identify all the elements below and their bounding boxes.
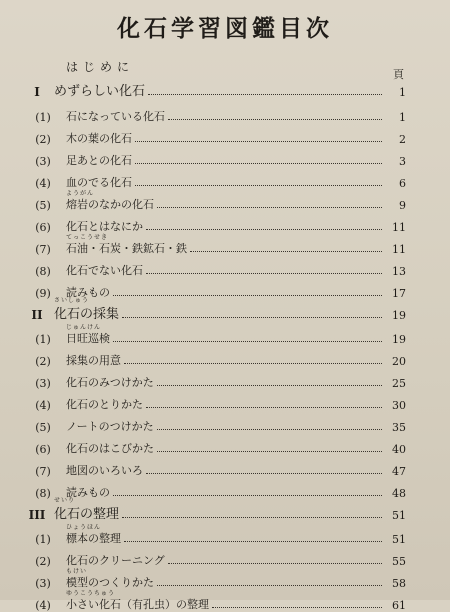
dot-leader — [190, 251, 382, 252]
page-number: 58 — [392, 577, 406, 590]
toc-entry — [20, 524, 406, 546]
entry-number: (3) — [35, 377, 51, 390]
entry-number: (7) — [35, 243, 51, 256]
entry-title: 足あとの化石 — [66, 154, 132, 167]
toc-entry — [20, 368, 406, 390]
page-number: 48 — [392, 487, 406, 500]
page-number: 51 — [392, 509, 406, 522]
page-number: 2 — [399, 133, 406, 146]
toc-section — [20, 77, 406, 99]
toc-entry — [20, 124, 406, 146]
toc-entry — [20, 478, 406, 500]
entry-title: 熔岩のなかの化石 ようがん — [66, 190, 154, 211]
toc-section — [20, 297, 406, 322]
entry-title: 化石のみつけかた — [66, 376, 154, 389]
toc-entry — [20, 346, 406, 368]
entry-number: (1) — [35, 111, 51, 124]
entry-number: (4) — [35, 399, 51, 412]
entry-title: 石になっている化石 — [66, 110, 165, 123]
dot-leader — [122, 517, 382, 518]
toc-entry — [20, 456, 406, 478]
page-number: 19 — [392, 309, 406, 322]
entry-number: (5) — [35, 199, 51, 212]
entry-number: (5) — [35, 421, 51, 434]
furigana: ようがん — [66, 190, 95, 197]
furigana: じゅんけん — [66, 324, 102, 331]
dot-leader — [168, 563, 382, 564]
entry-number: (7) — [35, 465, 51, 478]
dot-leader — [157, 585, 382, 586]
entry-title: 化石のクリーニング — [66, 554, 165, 567]
page-number: 6 — [399, 177, 406, 190]
toc-entry — [20, 434, 406, 456]
entry-title: 木の葉の化石 — [66, 132, 132, 145]
page-number: 35 — [392, 421, 406, 434]
page-number: 55 — [392, 555, 406, 568]
entry-title: 地図のいろいろ — [66, 464, 143, 477]
toc-entry — [20, 212, 406, 234]
toc-entry — [20, 234, 406, 256]
entry-title: 化石のとりかた — [66, 398, 143, 411]
furigana: ゆうこうちゅう — [66, 590, 116, 597]
dot-leader — [135, 141, 382, 142]
entry-title: 読みもの — [66, 486, 110, 499]
entry-number: (8) — [35, 265, 51, 278]
dot-leader — [124, 363, 382, 364]
furigana: てっこうせき — [66, 234, 109, 241]
toc-section — [20, 497, 406, 522]
page-number: 20 — [392, 355, 406, 368]
dot-leader — [157, 385, 382, 386]
entry-number: (8) — [35, 487, 51, 500]
entry-number: (3) — [35, 155, 51, 168]
toc-entry — [20, 590, 406, 612]
dot-leader — [157, 207, 382, 208]
entry-title: 模型のつくりかた もけい — [66, 568, 154, 589]
page-number: 25 — [392, 377, 406, 390]
dot-leader — [135, 185, 382, 186]
toc-entry — [20, 102, 406, 124]
entry-number: (4) — [35, 599, 51, 612]
page-number: 11 — [392, 243, 406, 256]
furigana: ひょうほん — [66, 524, 102, 531]
toc-entry — [20, 568, 406, 590]
toc-entry — [20, 546, 406, 568]
entry-title: 血のでる化石 — [66, 176, 132, 189]
page-number: 19 — [392, 333, 406, 346]
dot-leader — [113, 295, 382, 296]
dot-leader — [122, 317, 382, 318]
toc-entry — [20, 256, 406, 278]
entry-number: (3) — [35, 577, 51, 590]
page-number: 1 — [399, 111, 406, 124]
dot-leader — [146, 473, 382, 474]
entry-number: II — [31, 308, 43, 322]
toc-entry — [20, 390, 406, 412]
entry-number: (9) — [35, 287, 51, 300]
page-number: 3 — [399, 155, 406, 168]
entry-title: 標本の整理 ひょうほん — [66, 524, 121, 545]
entry-title: 化石の採集 さいしゅう — [54, 297, 120, 322]
page-number: 1 — [399, 86, 406, 99]
entry-title: 採集の用意 — [66, 354, 121, 367]
page-number: 9 — [399, 199, 406, 212]
dot-leader — [157, 451, 382, 452]
entry-title: 読みもの — [66, 286, 110, 299]
dot-leader — [135, 163, 382, 164]
page-number: 17 — [392, 287, 406, 300]
entry-title: 日旺巡検 じゅんけん — [66, 324, 110, 345]
dot-leader — [146, 407, 382, 408]
entry-title: 化石でない化石 — [66, 264, 143, 277]
dot-leader — [212, 607, 382, 608]
page-number: 51 — [392, 533, 406, 546]
entry-number: (2) — [35, 555, 51, 568]
dot-leader — [157, 429, 382, 430]
entry-number: (1) — [35, 533, 51, 546]
entry-title: 化石とはなにか — [66, 220, 143, 233]
entry-number: (4) — [35, 177, 51, 190]
dot-leader — [168, 119, 382, 120]
entry-title: ノートのつけかた — [66, 420, 154, 433]
page-title: 化石学習図鑑目次 — [117, 15, 333, 42]
dot-leader — [124, 541, 382, 542]
dot-leader — [113, 495, 382, 496]
entry-number: (6) — [35, 221, 51, 234]
dot-leader — [113, 341, 382, 342]
page-number: 47 — [392, 465, 406, 478]
toc-entry — [20, 412, 406, 434]
entry-number: (2) — [35, 133, 51, 146]
toc-entry — [20, 324, 406, 346]
entry-title: 化石のはこびかた — [66, 442, 154, 455]
entry-title: 小さい化石（有孔虫）の整理 ゆうこうちゅう — [66, 590, 209, 611]
page-number: 11 — [392, 221, 406, 234]
entry-title: めずらしい化石 — [54, 84, 146, 99]
entry-number: III — [28, 508, 46, 522]
furigana: せいり — [54, 497, 76, 504]
entry-number: (6) — [35, 443, 51, 456]
dot-leader — [148, 94, 382, 95]
furigana: もけい — [66, 568, 88, 575]
toc-entry — [20, 168, 406, 190]
entry-number: (1) — [35, 333, 51, 346]
dot-leader — [146, 273, 382, 274]
furigana: さいしゅう — [54, 297, 90, 304]
entry-title: 石油・石炭・鉄鉱石・鉄 てっこうせき — [66, 234, 187, 255]
intro-heading: はじめに — [66, 60, 135, 74]
page-number: 40 — [392, 443, 406, 456]
entry-number: I — [34, 85, 40, 99]
toc-entry — [20, 146, 406, 168]
entry-number: (2) — [35, 355, 51, 368]
dot-leader — [146, 229, 382, 230]
page-number: 30 — [392, 399, 406, 412]
page-column-header: 頁 — [393, 68, 404, 81]
toc-entry — [20, 190, 406, 212]
page-number: 13 — [392, 265, 406, 278]
page-number: 61 — [392, 599, 406, 612]
entry-title: 化石の整理 せいり — [54, 497, 120, 522]
